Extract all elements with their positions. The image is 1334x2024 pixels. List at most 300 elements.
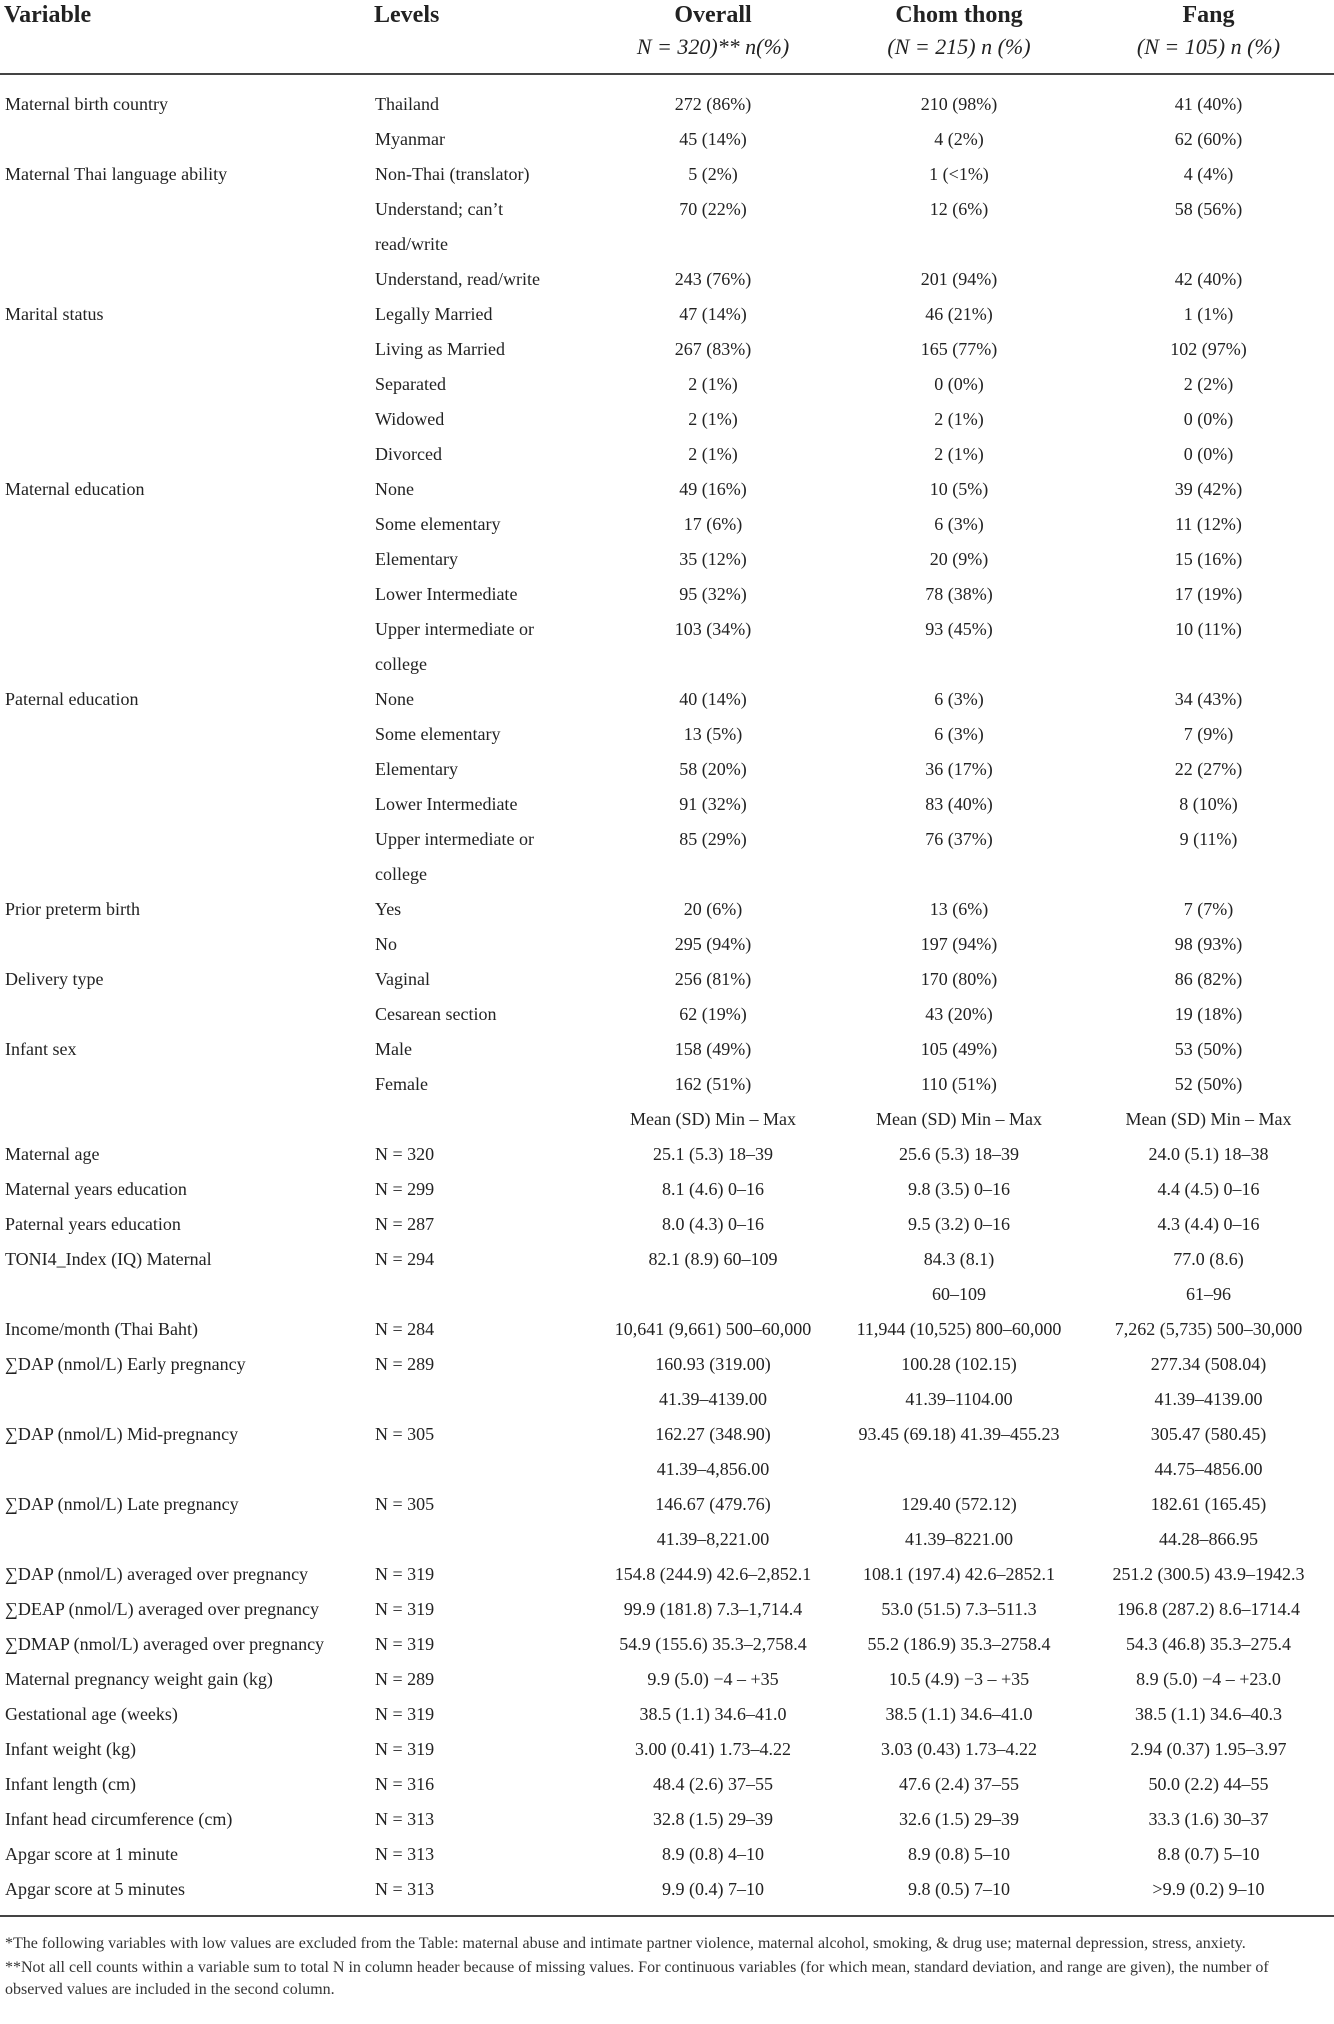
cell-overall: Mean (SD) Min – Max	[630, 1109, 796, 1129]
bottom-rule	[0, 1915, 1334, 1917]
cell-fang: 34 (43%)	[1174, 689, 1243, 709]
cell-overall: 25.1 (5.3) 18–39	[653, 1144, 773, 1164]
table-row	[0, 1347, 1334, 1382]
cell-level: Vaginal	[375, 969, 430, 989]
cell-overall: 45 (14%)	[679, 129, 747, 149]
cell-variable: Delivery type	[5, 969, 104, 989]
cell-overall: 160.93 (319.00)	[655, 1354, 771, 1374]
cell-variable	[0, 507, 370, 542]
cell-fang: 10 (11%)	[1175, 619, 1242, 639]
cell-level: Lower Intermediate	[375, 794, 518, 814]
cell-variable	[0, 227, 370, 262]
table-row	[0, 1662, 1334, 1697]
table-row	[0, 1732, 1334, 1767]
cell-chom-thong: 9.8 (3.5) 0–16	[908, 1179, 1010, 1199]
cell-chom-thong: 100.28 (102.15)	[901, 1354, 1017, 1374]
cell-variable: Gestational age (weeks)	[5, 1704, 178, 1724]
cell-variable: Maternal education	[5, 479, 145, 499]
cell-chom-thong: 32.6 (1.5) 29–39	[899, 1809, 1019, 1829]
cell-level: N = 305	[375, 1494, 435, 1514]
cell-chom-thong: 108.1 (197.4) 42.6–2852.1	[863, 1564, 1055, 1584]
table-row	[0, 74, 1334, 122]
cell-level: Cesarean section	[375, 1004, 497, 1024]
cell-fang: 22 (27%)	[1174, 759, 1243, 779]
cell-fang: 251.2 (300.5) 43.9–1942.3	[1112, 1564, 1305, 1584]
cell-chom-thong: 2 (1%)	[934, 409, 984, 429]
footnotes	[5, 1933, 1330, 2003]
cell-chom-thong: 93 (45%)	[925, 619, 993, 639]
cell-variable	[0, 192, 370, 227]
cell-overall: 103 (34%)	[674, 619, 752, 639]
cell-level	[370, 1452, 591, 1487]
cell-level: N = 299	[375, 1179, 435, 1199]
table-row	[0, 1802, 1334, 1837]
table-row	[0, 507, 1334, 542]
table-row	[0, 1382, 1334, 1417]
table-row	[0, 472, 1334, 507]
cell-variable: Maternal age	[5, 1144, 100, 1164]
cell-level: Myanmar	[375, 129, 445, 149]
cell-variable: Prior preterm birth	[5, 899, 140, 919]
cell-overall: 82.1 (8.9) 60–109	[648, 1249, 778, 1269]
cell-overall: 243 (76%)	[674, 269, 752, 289]
cell-chom-thong: 84.3 (8.1)	[923, 1249, 995, 1269]
header-chom-title: Chom thong	[895, 2, 1023, 28]
cell-fang: 19 (18%)	[1174, 1004, 1243, 1024]
cell-overall: 41.39–8,221.00	[656, 1529, 770, 1549]
cell-overall: 146.67 (479.76)	[655, 1494, 771, 1514]
cell-chom-thong: 10.5 (4.9) −3 – +35	[888, 1669, 1030, 1689]
cell-chom-thong: 165 (77%)	[920, 339, 998, 359]
cell-variable: Apgar score at 5 minutes	[5, 1879, 185, 1899]
cell-chom-thong: 60–109	[932, 1284, 986, 1304]
cell-overall: 99.9 (181.8) 7.3–1,714.4	[623, 1599, 803, 1619]
table-row	[0, 822, 1334, 857]
cell-level: Separated	[375, 374, 446, 394]
cell-fang: 58 (56%)	[1174, 199, 1243, 219]
cell-variable	[0, 1452, 370, 1487]
cell-variable	[0, 402, 370, 437]
cell-chom-thong: 129.40 (572.12)	[901, 1494, 1017, 1514]
cell-variable	[0, 122, 370, 157]
cell-fang: 17 (19%)	[1174, 584, 1243, 604]
table-row	[0, 1767, 1334, 1802]
cell-fang: 15 (16%)	[1174, 549, 1243, 569]
table-row	[0, 1592, 1334, 1627]
cell-variable	[0, 1277, 370, 1312]
cell-level: Understand; can’t	[375, 199, 504, 219]
cell-level: Non-Thai (translator)	[375, 164, 530, 184]
cell-level: Lower Intermediate	[375, 584, 518, 604]
cell-chom-thong: 41.39–8221.00	[905, 1529, 1013, 1549]
cell-level: N = 287	[375, 1214, 435, 1234]
cell-variable: Income/month (Thai Baht)	[5, 1319, 198, 1339]
cell-chom-thong: 25.6 (5.3) 18–39	[899, 1144, 1019, 1164]
cell-fang: 61–96	[1186, 1284, 1231, 1304]
cell-level: N = 289	[375, 1669, 435, 1689]
cell-variable: Infant sex	[5, 1039, 77, 1059]
cell-fang: 7 (7%)	[1183, 899, 1234, 919]
cell-level: N = 284	[375, 1319, 435, 1339]
table-row	[0, 892, 1334, 927]
cell-fang: 86 (82%)	[1174, 969, 1243, 989]
cell-chom-thong: 53.0 (51.5) 7.3–511.3	[881, 1599, 1037, 1619]
cell-overall: 49 (16%)	[679, 479, 747, 499]
cell-overall	[591, 857, 835, 892]
cell-chom-thong: 38.5 (1.1) 34.6–41.0	[885, 1704, 1033, 1724]
cell-variable: Maternal birth country	[5, 94, 168, 114]
cell-overall: 3.00 (0.41) 1.73–4.22	[635, 1739, 791, 1759]
cell-fang: 8.9 (5.0) −4 – +23.0	[1136, 1669, 1281, 1689]
cell-level: Legally Married	[375, 304, 493, 324]
cell-level: N = 319	[375, 1739, 435, 1759]
cell-fang: >9.9 (0.2) 9–10	[1152, 1879, 1265, 1899]
table-row	[0, 1872, 1334, 1907]
cell-fang: Mean (SD) Min – Max	[1125, 1109, 1292, 1129]
cell-overall: 9.9 (5.0) −4 – +35	[647, 1669, 779, 1689]
cell-fang: 0 (0%)	[1183, 444, 1234, 464]
cell-fang: 54.3 (46.8) 35.3–275.4	[1126, 1634, 1291, 1654]
table-row	[0, 1627, 1334, 1662]
cell-variable: Apgar score at 1 minute	[5, 1844, 178, 1864]
table-row	[0, 927, 1334, 962]
cell-level: No	[375, 934, 397, 954]
table-row	[0, 1102, 1334, 1137]
cell-level: Elementary	[375, 759, 458, 779]
table-row	[0, 1277, 1334, 1312]
cell-level: None	[375, 479, 414, 499]
cell-variable: Paternal education	[5, 689, 139, 709]
cell-variable: ∑DMAP (nmol/L) averaged over pregnancy	[5, 1634, 325, 1654]
cell-level: N = 313	[375, 1809, 435, 1829]
cell-chom-thong	[835, 647, 1083, 682]
table-row	[0, 997, 1334, 1032]
table-row	[0, 262, 1334, 297]
cell-chom-thong: 201 (94%)	[920, 269, 998, 289]
table-row	[0, 647, 1334, 682]
cell-fang: 305.47 (580.45)	[1150, 1424, 1267, 1444]
cell-variable	[0, 647, 370, 682]
cell-variable: Paternal years education	[5, 1214, 181, 1234]
cell-fang	[1083, 857, 1334, 892]
cell-overall: 62 (19%)	[679, 1004, 747, 1024]
cell-variable: Maternal years education	[5, 1179, 187, 1199]
table-row	[0, 227, 1334, 262]
cell-variable	[0, 997, 370, 1032]
cell-overall: 40 (14%)	[679, 689, 747, 709]
cell-level: college	[375, 864, 427, 884]
cell-chom-thong: 3.03 (0.43) 1.73–4.22	[881, 1739, 1037, 1759]
cell-overall: 85 (29%)	[679, 829, 747, 849]
cell-chom-thong: 2 (1%)	[934, 444, 984, 464]
cell-chom-thong: 76 (37%)	[925, 829, 993, 849]
cell-overall: 58 (20%)	[679, 759, 747, 779]
cell-level: N = 305	[375, 1424, 435, 1444]
cell-overall: 8.0 (4.3) 0–16	[662, 1214, 764, 1234]
cell-level: N = 313	[375, 1844, 435, 1864]
cell-variable	[0, 1067, 370, 1102]
header-fang-title: Fang	[1182, 2, 1235, 28]
cell-level	[370, 1382, 591, 1417]
cell-variable	[0, 437, 370, 472]
table-row	[0, 1312, 1334, 1347]
footnote-2: **Not all cell counts within a variable sum to total N in column header because of missing values. For continuous variables (for which mean, standard deviation, and range are given), the number of observed values are included in the second column.	[5, 1959, 1269, 1998]
cell-variable: ∑DAP (nmol/L) Mid-pregnancy	[5, 1424, 239, 1444]
table-row	[0, 1172, 1334, 1207]
cell-overall: 8.9 (0.8) 4–10	[662, 1844, 764, 1864]
cell-level: Some elementary	[375, 514, 501, 534]
cell-fang: 9 (11%)	[1179, 829, 1238, 849]
cell-variable	[0, 787, 370, 822]
cell-overall: 95 (32%)	[679, 584, 747, 604]
cell-fang	[1083, 227, 1334, 262]
table-row	[0, 1697, 1334, 1732]
cell-chom-thong: 210 (98%)	[920, 94, 998, 114]
table-row	[0, 1417, 1334, 1452]
cell-level: Widowed	[375, 409, 445, 429]
table-row	[0, 1067, 1334, 1102]
cell-overall: 256 (81%)	[674, 969, 752, 989]
cell-fang: 39 (42%)	[1174, 479, 1243, 499]
cell-fang	[1083, 647, 1334, 682]
cell-fang: 0 (0%)	[1183, 409, 1234, 429]
table-row	[0, 962, 1334, 997]
cell-level: Living as Married	[375, 339, 505, 359]
table-body	[0, 74, 1334, 1907]
cell-overall: 54.9 (155.6) 35.3–2,758.4	[619, 1634, 807, 1654]
cell-chom-thong: 13 (6%)	[929, 899, 989, 919]
cell-chom-thong	[835, 857, 1083, 892]
cell-level: Yes	[375, 899, 402, 919]
cell-overall: 70 (22%)	[679, 199, 747, 219]
cell-fang: 38.5 (1.1) 34.6–40.3	[1135, 1704, 1282, 1724]
cell-overall: 35 (12%)	[679, 549, 747, 569]
cell-variable	[0, 577, 370, 612]
cell-fang: 102 (97%)	[1170, 339, 1247, 359]
cell-fang: 52 (50%)	[1174, 1074, 1243, 1094]
cell-level: N = 289	[375, 1354, 435, 1374]
cell-variable	[0, 612, 370, 647]
cell-level: N = 319	[375, 1564, 435, 1584]
cell-chom-thong: 47.6 (2.4) 37–55	[899, 1774, 1019, 1794]
table-row	[0, 1207, 1334, 1242]
cell-overall: 267 (83%)	[674, 339, 752, 359]
cell-variable	[0, 1522, 370, 1557]
cell-level: Female	[375, 1074, 428, 1094]
cell-overall: 2 (1%)	[688, 409, 738, 429]
cell-level: Some elementary	[375, 724, 501, 744]
cell-level: N = 294	[375, 1249, 435, 1269]
cell-variable	[0, 822, 370, 857]
cell-overall: 13 (5%)	[683, 724, 743, 744]
cell-variable: Marital status	[5, 304, 104, 324]
cell-variable	[0, 752, 370, 787]
cell-overall: 41.39–4139.00	[659, 1389, 767, 1409]
table-row	[0, 787, 1334, 822]
cell-overall: 32.8 (1.5) 29–39	[653, 1809, 773, 1829]
cell-level: N = 319	[375, 1599, 435, 1619]
cell-fang: 50.0 (2.2) 44–55	[1148, 1774, 1269, 1794]
cell-fang: 4.4 (4.5) 0–16	[1157, 1179, 1260, 1199]
table-row	[0, 437, 1334, 472]
cell-chom-thong: 20 (9%)	[929, 549, 989, 569]
table-row	[0, 122, 1334, 157]
table-row	[0, 1557, 1334, 1592]
cell-fang: 98 (93%)	[1174, 934, 1243, 954]
cell-chom-thong: 105 (49%)	[920, 1039, 998, 1059]
cell-fang: 11 (12%)	[1175, 514, 1242, 534]
cell-level: Understand, read/write	[375, 269, 540, 289]
cell-overall: 48.4 (2.6) 37–55	[653, 1774, 773, 1794]
cell-variable	[0, 717, 370, 752]
header-fang	[1083, 0, 1334, 74]
cell-level: Elementary	[375, 549, 458, 569]
cell-level: Male	[375, 1039, 412, 1059]
cell-fang: 7,262 (5,735) 500–30,000	[1114, 1319, 1303, 1339]
table-row	[0, 1487, 1334, 1522]
header-overall-title: Overall	[674, 2, 752, 28]
cell-overall: 158 (49%)	[674, 1039, 752, 1059]
cell-overall: 162 (51%)	[674, 1074, 752, 1094]
cell-variable	[0, 542, 370, 577]
header-variable: Variable	[0, 0, 370, 74]
cell-overall: 9.9 (0.4) 7–10	[662, 1879, 764, 1899]
cell-variable	[0, 1382, 370, 1417]
cell-variable	[0, 262, 370, 297]
cell-overall	[591, 1277, 835, 1312]
table-row	[0, 367, 1334, 402]
cell-fang: 77.0 (8.6)	[1173, 1249, 1244, 1269]
cell-level: Thailand	[375, 94, 439, 114]
header-chom-sub: (N = 215) n (%)	[887, 34, 1031, 59]
cell-chom-thong: 93.45 (69.18) 41.39–455.23	[858, 1424, 1060, 1444]
cell-fang: 41.39–4139.00	[1154, 1389, 1263, 1409]
table-row	[0, 192, 1334, 227]
cell-level: N = 319	[375, 1704, 435, 1724]
cell-fang: 196.8 (287.2) 8.6–1714.4	[1117, 1599, 1300, 1619]
cell-overall	[591, 647, 835, 682]
cell-chom-thong: 36 (17%)	[925, 759, 993, 779]
cell-variable: Maternal Thai language ability	[5, 164, 228, 184]
cell-overall: 10,641 (9,661) 500–60,000	[614, 1319, 812, 1339]
cell-level: None	[375, 689, 414, 709]
cell-fang: 41 (40%)	[1174, 94, 1243, 114]
header-overall-sub: N = 320)** n(%)	[636, 34, 790, 59]
cell-overall: 162.27 (348.90)	[655, 1424, 771, 1444]
table-row	[0, 577, 1334, 612]
cell-chom-thong: 9.8 (0.5) 7–10	[908, 1879, 1010, 1899]
cell-fang: 8.8 (0.7) 5–10	[1157, 1844, 1260, 1864]
cell-chom-thong: 1 (<1%)	[929, 164, 989, 184]
cell-overall: 47 (14%)	[679, 304, 747, 324]
table-row	[0, 1242, 1334, 1277]
cell-fang: 1 (1%)	[1183, 304, 1234, 324]
cell-overall	[591, 227, 835, 262]
cell-overall: 41.39–4,856.00	[656, 1459, 770, 1479]
cell-chom-thong: 12 (6%)	[929, 199, 989, 219]
cell-fang: 182.61 (165.45)	[1150, 1494, 1267, 1514]
cell-variable: Infant length (cm)	[5, 1774, 136, 1794]
cell-overall: 91 (32%)	[679, 794, 747, 814]
table-row	[0, 1032, 1334, 1067]
cell-variable: Infant head circumference (cm)	[5, 1809, 233, 1829]
cell-fang: 4 (4%)	[1183, 164, 1234, 184]
cell-chom-thong: 110 (51%)	[921, 1074, 997, 1094]
cell-level: read/write	[375, 234, 448, 254]
table-header-row	[0, 0, 1334, 74]
cell-overall: 5 (2%)	[688, 164, 738, 184]
cell-fang: 4.3 (4.4) 0–16	[1157, 1214, 1260, 1234]
cell-level	[370, 1277, 591, 1312]
cell-fang: 44.75–4856.00	[1154, 1459, 1263, 1479]
cell-level: N = 319	[375, 1634, 435, 1654]
cell-fang: 277.34 (508.04)	[1150, 1354, 1267, 1374]
cell-fang: 62 (60%)	[1174, 129, 1243, 149]
cell-fang: 33.3 (1.6) 30–37	[1148, 1809, 1269, 1829]
cell-variable: Maternal pregnancy weight gain (kg)	[5, 1669, 273, 1689]
cell-overall: 20 (6%)	[683, 899, 743, 919]
cell-level: N = 320	[375, 1144, 435, 1164]
cell-variable	[0, 1102, 370, 1137]
cell-chom-thong: 8.9 (0.8) 5–10	[908, 1844, 1010, 1864]
cell-overall: 8.1 (4.6) 0–16	[662, 1179, 764, 1199]
cell-variable	[0, 332, 370, 367]
table-row	[0, 1452, 1334, 1487]
cell-level: Upper intermediate or	[375, 619, 534, 639]
cell-level	[370, 1522, 591, 1557]
cell-chom-thong: 46 (21%)	[925, 304, 993, 324]
table-row	[0, 1522, 1334, 1557]
cell-variable	[0, 367, 370, 402]
cell-chom-thong	[835, 1452, 1083, 1487]
cell-fang: 53 (50%)	[1174, 1039, 1243, 1059]
cell-chom-thong: 9.5 (3.2) 0–16	[908, 1214, 1010, 1234]
cell-overall: 2 (1%)	[688, 374, 738, 394]
header-levels: Levels	[370, 0, 591, 74]
cell-chom-thong: 6 (3%)	[934, 514, 984, 534]
cell-overall: 17 (6%)	[683, 514, 743, 534]
cell-chom-thong: 170 (80%)	[920, 969, 998, 989]
cell-chom-thong: 43 (20%)	[925, 1004, 993, 1024]
cell-overall: 154.8 (244.9) 42.6–2,852.1	[614, 1564, 812, 1584]
cell-chom-thong: 10 (5%)	[929, 479, 989, 499]
cell-variable: ∑DAP (nmol/L) Early pregnancy	[5, 1354, 246, 1374]
table-row	[0, 682, 1334, 717]
cell-fang: 8 (10%)	[1179, 794, 1238, 814]
cell-variable: ∑DEAP (nmol/L) averaged over pregnancy	[5, 1599, 320, 1619]
footnote-1: *The following variables with low values are excluded from the Table: maternal abuse and intimate partner violence, maternal alcohol, smoking, & drug use; maternal depression, stress, anxiety.	[5, 1935, 1246, 1952]
cell-fang: 2 (2%)	[1183, 374, 1234, 394]
cell-chom-thong: Mean (SD) Min – Max	[876, 1109, 1042, 1129]
cell-fang: 7 (9%)	[1183, 724, 1234, 744]
cell-chom-thong: 4 (2%)	[934, 129, 984, 149]
header-fang-sub: (N = 105) n (%)	[1136, 34, 1281, 59]
table-row	[0, 1837, 1334, 1872]
cell-chom-thong: 197 (94%)	[920, 934, 998, 954]
cell-level: college	[375, 654, 427, 674]
cell-variable: Infant weight (kg)	[5, 1739, 136, 1759]
table-row	[0, 542, 1334, 577]
table-row	[0, 717, 1334, 752]
cell-overall: 295 (94%)	[674, 934, 752, 954]
cell-level: N = 313	[375, 1879, 435, 1899]
cell-chom-thong: 83 (40%)	[925, 794, 993, 814]
table-row	[0, 857, 1334, 892]
cell-chom-thong: 11,944 (10,525) 800–60,000	[856, 1319, 1062, 1339]
cell-chom-thong: 6 (3%)	[934, 724, 984, 744]
cell-chom-thong	[835, 227, 1083, 262]
cell-variable	[0, 927, 370, 962]
